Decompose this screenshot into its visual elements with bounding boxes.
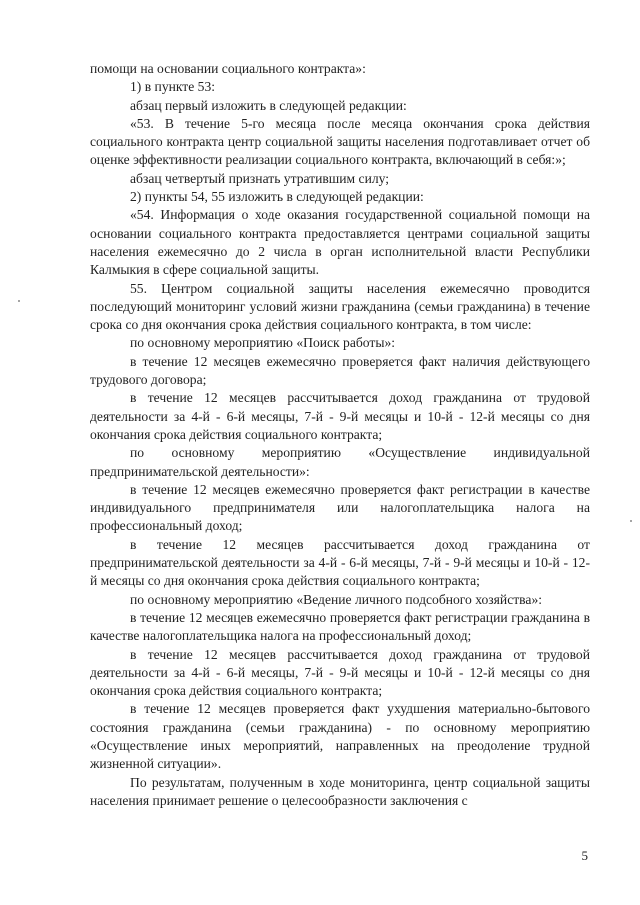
paragraph: 55. Центром социальной защиты населения ежемесячно проводится последующий мониторинг условий жизни гражданина (семьи гражданина) в течение срока со дня окончания срока действия социального контракта, в том числе: xyxy=(90,280,590,333)
paragraph: помощи на основании социального контракта»: xyxy=(90,61,366,76)
page-number: 5 xyxy=(581,848,588,863)
paragraph: в течение 12 месяцев ежемесячно проверяется факт регистрации гражданина в качестве налогоплательщика налога на профессиональный доход; xyxy=(90,609,590,644)
paragraph: по основному мероприятию «Ведение личного подсобного хозяйства»: xyxy=(130,591,543,607)
paragraph: в течение 12 месяцев проверяется факт ухудшения материально-бытового состояния гражданина (семьи гражданина) - по основному мероприятию «Осуществление иных мероприятий, направленных на преодоление трудной жизненной ситуации». xyxy=(90,701,590,772)
paragraph: по основному мероприятию «Осуществление индивидуальной предпринимательской деятельности»: xyxy=(90,445,590,479)
paragraph: в течение 12 месяцев рассчитывается доход гражданина от предпринимательской деятельности за 4-й - 6-й месяцы, 7-й - 9-й месяцы и 10-й - 12-й месяцы со дня окончания срока действия социального контракта; xyxy=(90,536,590,589)
scan-speck xyxy=(630,520,632,522)
document-body xyxy=(90,60,590,810)
paragraph: По результатам, полученным в ходе мониторинга, центр социальной защиты населения принимает решение о целесообразности заключения с xyxy=(90,774,590,808)
paragraph: 1) в пункте 53: xyxy=(130,79,216,95)
paragraph: «54. Информация о ходе оказания государственной социальной помощи на основании социального контракта предоставляется центрами социальной защиты населения ежемесячно до 2 числа в орган исполнительной власти Республики Калмыкия в сфере социальной защиты. xyxy=(90,207,590,278)
paragraph: в течение 12 месяцев рассчитывается доход гражданина от трудовой деятельности за 4-й - 6-й месяцы, 7-й - 9-й месяцы и 10-й - 12-й месяцы со дня окончания срока действия социального контракта; xyxy=(90,646,590,699)
paragraph: абзац первый изложить в следующей редакции: xyxy=(130,97,407,113)
paragraph: по основному мероприятию «Поиск работы»: xyxy=(130,335,396,351)
paragraph: в течение 12 месяцев рассчитывается доход гражданина от трудовой деятельности за 4-й - 6-й месяцы, 7-й - 9-й месяцы и 10-й - 12-й месяцы со дня окончания срока действия социального контракта; xyxy=(90,390,590,442)
paragraph: 2) пункты 54, 55 изложить в следующей редакции: xyxy=(130,189,424,205)
scan-speck xyxy=(18,300,20,302)
paragraph: в течение 12 месяцев ежемесячно проверяется факт регистрации в качестве индивидуального предпринимателя или налогоплательщика налога на профессиональный доход; xyxy=(90,481,590,534)
paragraph: «53. В течение 5-го месяца после месяца окончания срока действия социального контракта центр социальной защиты населения подготавливает отчет об оценке эффективности реализации социального контракта, включающий в себя:»; xyxy=(90,115,590,168)
paragraph: в течение 12 месяцев ежемесячно проверяется факт наличия действующего трудового договора; xyxy=(90,353,590,388)
paragraph: абзац четвертый признать утратившим силу; xyxy=(130,170,390,186)
